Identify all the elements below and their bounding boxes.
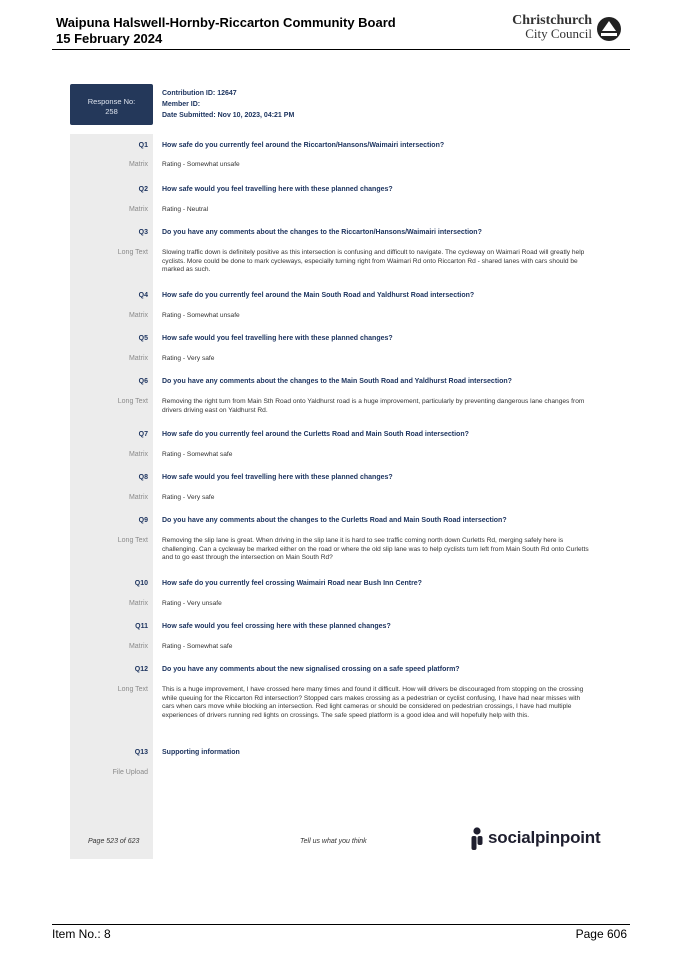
answer-text: Slowing traffic down is definitely positive as this intersection is confusing and difficult to navigate. The cycleway on Waimari Road will greatly help cyclists. More could be done to mark cycleways, especially turning right from Waimari Rd onto Riccarton Rd - shared lanes with cars should be marked as such. bbox=[162, 249, 585, 274]
answer-type: Long Text bbox=[117, 686, 148, 693]
question-number: Q8 bbox=[138, 474, 148, 481]
answer-type: Matrix bbox=[128, 161, 148, 168]
header-title bbox=[56, 15, 396, 47]
answer-text: Rating - Very safe bbox=[162, 355, 215, 362]
question-text: Supporting information bbox=[162, 749, 240, 756]
answer-text: Rating - Very unsafe bbox=[162, 600, 222, 607]
contribution-id: Contribution ID: 12647 bbox=[162, 90, 237, 97]
logo-text bbox=[512, 14, 592, 40]
question-text: Do you have any comments about the changes to the Main South Road and Yaldhurst Road intersection? bbox=[162, 378, 512, 385]
answer-text: Removing the slip lane is great. When driving in the slip lane it is hard to see traffic coming north down Curletts Rd, merging safely here is challenging. Can a cycleway be marked either on the road or where the old slip lane was to help cyclists turn left from Main South Rd onto Curletts and to go east through the intersection on Main South Rd? bbox=[162, 537, 589, 562]
footer-divider bbox=[52, 924, 630, 925]
answer-type: Matrix bbox=[128, 600, 148, 607]
answer-type: Long Text bbox=[117, 537, 148, 544]
brand-name: socialpinpoint bbox=[488, 828, 601, 847]
answer-text: Removing the right turn from Main Sth Road onto Yaldhurst road is a huge improvement, particularly by preventing dangerous lane changes from drivers driving east on Yaldhurst Rd. bbox=[162, 398, 585, 414]
answer-type: File Upload bbox=[112, 769, 148, 776]
question-text: Do you have any comments about the changes to the Curletts Road and Main South Road intersection? bbox=[162, 517, 507, 524]
question-text: Do you have any comments about the new signalised crossing on a safe speed platform? bbox=[162, 666, 460, 673]
item-number: Item No.: 8 bbox=[52, 927, 111, 941]
board-name: Waipuna Halswell-Hornby-Riccarton Community Board bbox=[56, 15, 396, 30]
answer-type: Matrix bbox=[128, 206, 148, 213]
answer-text: Rating - Somewhat unsafe bbox=[162, 312, 240, 319]
tagline: Tell us what you think bbox=[300, 838, 367, 845]
question-number: Q3 bbox=[138, 229, 148, 236]
question-number: Q4 bbox=[138, 292, 148, 299]
question-number: Q10 bbox=[134, 580, 148, 587]
answer-type: Long Text bbox=[117, 398, 148, 405]
answer-text: Rating - Very safe bbox=[162, 494, 215, 501]
answer-text: Rating - Somewhat safe bbox=[162, 451, 233, 458]
question-text: How safe would you feel travelling here with these planned changes? bbox=[162, 474, 393, 481]
council-logo bbox=[512, 14, 622, 44]
question-number: Q11 bbox=[135, 623, 148, 630]
question-text: How safe do you currently feel around the Main South Road and Yaldhurst Road intersection? bbox=[162, 292, 475, 299]
question-text: How safe would you feel travelling here with these planned changes? bbox=[162, 186, 393, 193]
answer-text: Rating - Somewhat safe bbox=[162, 643, 233, 650]
answer-type: Long Text bbox=[117, 249, 148, 256]
question-number: Q2 bbox=[138, 186, 148, 193]
question-number: Q7 bbox=[138, 431, 148, 438]
question-text: How safe would you feel travelling here with these planned changes? bbox=[162, 335, 393, 342]
answer-text: Rating - Somewhat unsafe bbox=[162, 161, 240, 168]
logo-line2: City Council bbox=[525, 26, 592, 41]
survey-page-number: Page 523 of 623 bbox=[88, 838, 140, 845]
meeting-date: 15 February 2024 bbox=[56, 31, 163, 46]
pinpoint-icon bbox=[470, 827, 484, 851]
question-text: How safe do you currently feel crossing Waimairi Road near Bush Inn Centre? bbox=[162, 580, 422, 587]
answer-type: Matrix bbox=[128, 355, 148, 362]
response-number-box bbox=[70, 84, 153, 125]
answer-type: Matrix bbox=[128, 312, 148, 319]
question-number: Q13 bbox=[134, 749, 148, 756]
question-number: Q12 bbox=[134, 666, 148, 673]
answer-text: Rating - Neutral bbox=[162, 206, 209, 213]
question-text: Do you have any comments about the changes to the Riccarton/Hansons/Waimairi intersection? bbox=[162, 229, 482, 236]
question-number: Q9 bbox=[138, 517, 148, 524]
response-number: 258 bbox=[105, 107, 118, 116]
question-text: How safe would you feel crossing here with these planned changes? bbox=[162, 623, 391, 630]
question-number: Q5 bbox=[138, 335, 148, 342]
answer-type: Matrix bbox=[128, 451, 148, 458]
logo-line1: Christchurch bbox=[512, 13, 592, 28]
page-number: Page 606 bbox=[575, 927, 627, 941]
council-emblem-icon bbox=[596, 16, 622, 42]
answer-type: Matrix bbox=[128, 643, 148, 650]
date-submitted: Date Submitted: Nov 10, 2023, 04:21 PM bbox=[162, 112, 295, 119]
member-id: Member ID: bbox=[162, 101, 201, 108]
answer-text: This is a huge improvement, I have crossed here many times and found it difficult. How will drivers be discouraged from stopping on the crossing while queuing for the Riccarton Rd intersection? Stopped cars makes crossing as a pedestrian or cyclist confusing, I have had near misses with cars when cars move while blocking an intersection. Red light cameras or should be considered on pedestrian crossings, I have had multiple experiences of drivers running red lights on crossings. The safe speed platform is a good idea and will hopefully help with this. bbox=[162, 686, 584, 719]
question-number: Q6 bbox=[138, 378, 148, 385]
header-divider bbox=[52, 49, 630, 50]
answer-type: Matrix bbox=[128, 494, 148, 501]
question-number: Q1 bbox=[138, 142, 148, 149]
question-text: How safe do you currently feel around the Riccarton/Hansons/Waimairi intersection? bbox=[162, 142, 445, 149]
question-text: How safe do you currently feel around the Curletts Road and Main South Road intersection? bbox=[162, 431, 469, 438]
response-label: Response No: bbox=[87, 97, 136, 106]
